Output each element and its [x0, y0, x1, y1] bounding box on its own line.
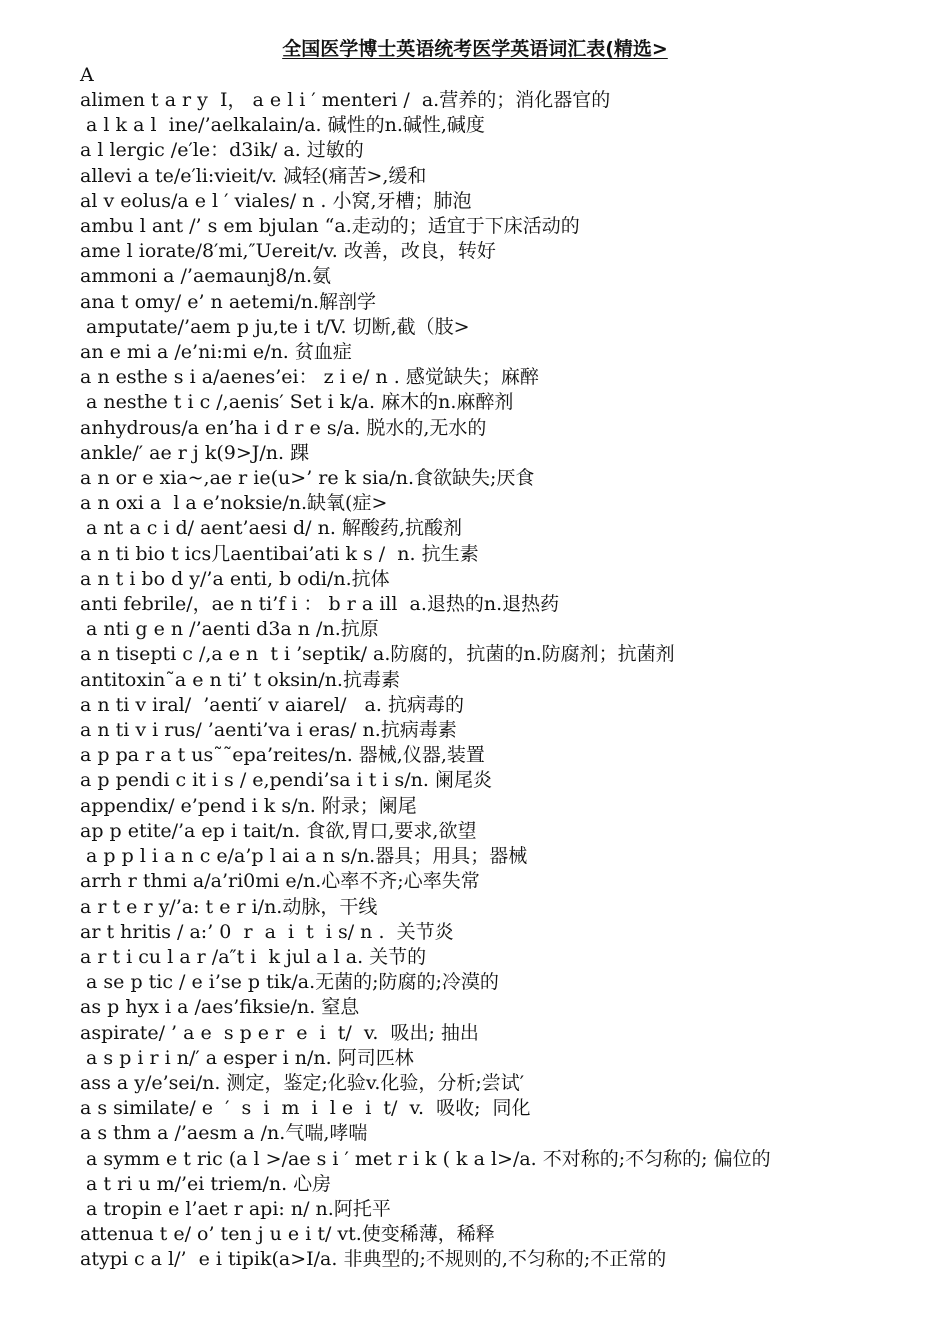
vocabulary-entry: antitoxin˜a e n ti’ t oksin/n.抗毒素 — [80, 668, 400, 691]
vocabulary-entry: a s p i r i n/′ a esper i n/n. 阿司匹林 — [80, 1046, 414, 1069]
vocabulary-entry: a r t i cu l a r /a″t i k jul a l a. 关节的 — [80, 945, 427, 968]
vocabulary-entry: anhydrous/a en’ha i d r e s/a. 脱水的,无水的 — [80, 416, 487, 439]
vocabulary-entry: ass a y/e’sei/n. 测定，鉴定;化验v.化验，分析;尝试′ — [80, 1071, 525, 1094]
vocabulary-entry: as p hyx i a /aes’fiksie/n. 窒息 — [80, 996, 360, 1019]
vocabulary-entry: a se p tic / e i’se p tik/a.无菌的;防腐的;冷漠的 — [80, 971, 499, 994]
vocabulary-entry: a r t e r y/’a: t e r i/n.动脉，干线 — [80, 895, 378, 918]
vocabulary-entry: a n ti v i rus/ ’aenti’va i eras/ n.抗病毒素 — [80, 719, 457, 742]
vocabulary-entry: a p p l i a n c e/a’p l ai a n s/n.器具；用具；器械 — [80, 845, 528, 868]
vocabulary-entry: a s thm a /’aesm a /n.气喘,哮喘 — [80, 1122, 368, 1145]
vocabulary-entry: allevi a te/e′li:vieit/v. 减轻(痛苦>,缓和 — [80, 164, 427, 187]
vocabulary-entry: a n ti v iral/ ’aenti′ v aiarel/ a. 抗病毒的 — [80, 693, 464, 716]
vocabulary-entry: a nti g e n /’aenti d3a n /n.抗原 — [80, 618, 379, 641]
vocabulary-entry: a n or e xia~,ae r ie(u>’ re k sia/n.食欲缺失;厌食 — [80, 467, 535, 490]
vocabulary-entry: ammoni a /’aemaunj8/n.氨 — [80, 265, 332, 288]
vocabulary-entry: ame l iorate/8′mi,″Uereit/v. 改善，改良，转好 — [80, 240, 496, 263]
vocabulary-entry: ana t omy/ e’ n aetemi/n.解剖学 — [80, 290, 377, 313]
vocabulary-entry: attenua t e/ o’ ten j u e i t/ vt.使变稀薄，稀释 — [80, 1223, 495, 1246]
vocabulary-entry: a symm e t ric (a l >/ae s i ′ met r i k ( k a l>/a. 不对称的;不匀称的; 偏位的 — [80, 1147, 771, 1170]
vocabulary-entry: a n t i bo d y/’a enti, b odi/n.抗体 — [80, 567, 390, 590]
vocabulary-entry: arrh r thmi a/a’ri0mi e/n.心率不齐;心率失常 — [80, 870, 480, 893]
vocabulary-entry: aspirate/ ’ a e s p e r e i t/ v. 吸出; 抽出 — [80, 1021, 479, 1044]
vocabulary-entry: a nesthe t i c /,aenis′ Set i k/a. 麻木的n.麻醉剂 — [80, 391, 514, 414]
vocabulary-entry: an e mi a /e’ni:mi e/n. 贫血症 — [80, 341, 352, 364]
vocabulary-entry: a tropin e l’aet r api: n/ n.阿托平 — [80, 1197, 391, 1220]
vocabulary-entry: alimen t a r y I， a e l i ′ menteri / a.营养的；消化器官的 — [80, 89, 611, 111]
vocabulary-entry: a l lergic /e′le：d3ik/ a. 过敏的 — [80, 139, 364, 162]
vocabulary-entry: amputate/’aem p ju,te i t/V. 切断,截（肢> — [80, 315, 470, 338]
vocabulary-entry: a n esthe s i a/aenes’ei： z i e/ n . 感觉缺失；麻醉 — [80, 366, 539, 389]
page-title: 全国医学博士英语统考医学英语词汇表(精选> — [282, 38, 668, 60]
vocabulary-entry: ankle/′ ae r j k(9>J/n. 踝 — [80, 441, 310, 464]
vocabulary-entry: a s similate/ e ′ s i m i l e i t/ v. 吸收; 同化 — [80, 1097, 531, 1120]
vocabulary-list — [80, 88, 860, 1273]
vocabulary-entry: a l k a l ine/’aelkalain/a. 碱性的n.碱性,碱度 — [80, 114, 485, 137]
vocabulary-entry: a n tisepti c /,a e n t i ’septik/ a.防腐的，抗菌的n.防腐剂；抗菌剂 — [80, 643, 675, 666]
vocabulary-entry: al v eolus/a e l ′ viales/ n . 小窝,牙槽；肺泡 — [80, 189, 472, 212]
vocabulary-entry: a t ri u m/’ei triem/n. 心房 — [80, 1172, 332, 1195]
vocabulary-entry: anti febrile/，ae n ti’f i ： b r a ill a.退热的n.退热药 — [80, 593, 560, 616]
vocabulary-entry: a n ti bio t ics几aentibai’ati k s / n. 抗生素 — [80, 542, 479, 565]
vocabulary-entry: ap p etite/’a ep i tait/n. 食欲,胃口,要求,欲望 — [80, 819, 477, 842]
section-letter: A — [80, 64, 94, 86]
vocabulary-entry: appendix/ e’pend i k s/n. 附录；阑尾 — [80, 794, 417, 817]
vocabulary-entry: ambu l ant /’ s em bjulan “a.走动的；适宜于下床活动的 — [80, 215, 580, 238]
vocabulary-entry: ar t hritis / a:’ 0 r a i t i s/ n . 关节炎 — [80, 920, 454, 943]
vocabulary-entry: atypi c a l/’ e i tipik(a>I/a. 非典型的;不规则的,不匀称的;不正常的 — [80, 1248, 667, 1271]
vocabulary-entry: a nt a c i d/ aent’aesi d/ n. 解酸药,抗酸剂 — [80, 517, 462, 540]
vocabulary-entry: a p pa r a t us˜˜epa’reites/n. 器械,仪器,装置 — [80, 744, 485, 767]
vocabulary-entry: a n oxi a l a e’noksie/n.缺氧(症> — [80, 492, 388, 515]
vocabulary-entry: a p pendi c it i s / e,pendi’sa i t i s/n. 阑尾炎 — [80, 769, 492, 792]
